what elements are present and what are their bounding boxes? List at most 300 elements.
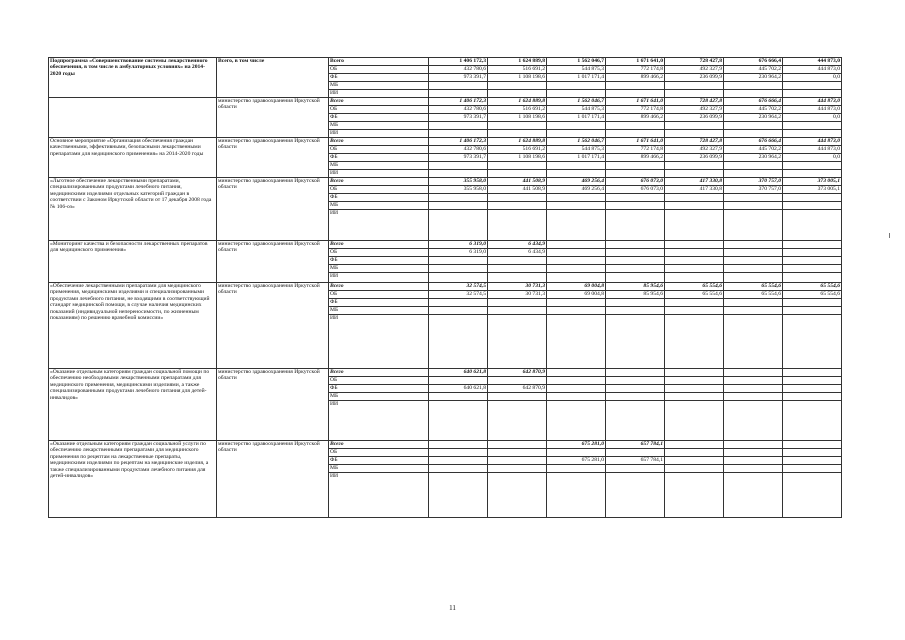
- amount-cell: 469 256,4: [547, 186, 606, 194]
- funding-source: ИИ: [329, 273, 429, 283]
- amount-cell: [783, 170, 842, 178]
- amount-cell: [724, 307, 783, 315]
- amount-cell: [547, 473, 606, 518]
- amount-cell: [665, 210, 724, 241]
- funding-source: МБ: [329, 122, 429, 130]
- amount-cell: [606, 170, 665, 178]
- amount-cell: [783, 241, 842, 249]
- amount-cell: [665, 401, 724, 441]
- page-number: 11: [449, 604, 456, 612]
- amount-cell: [488, 210, 547, 241]
- amount-cell: [724, 273, 783, 283]
- amount-cell: 30 731,3: [488, 291, 547, 299]
- amount-cell: [547, 315, 606, 369]
- amount-cell: 373 005,1: [783, 186, 842, 194]
- amount-cell: 69 004,8: [547, 291, 606, 299]
- amount-cell: [429, 377, 488, 385]
- amount-cell: [488, 82, 547, 90]
- amount-cell: 444 873,0: [783, 58, 842, 66]
- amount-cell: [606, 473, 665, 518]
- amount-cell: [783, 273, 842, 283]
- amount-cell: [783, 401, 842, 441]
- amount-cell: [547, 401, 606, 441]
- amount-cell: 445 702,2: [724, 66, 783, 74]
- amount-cell: [724, 241, 783, 249]
- amount-cell: [665, 257, 724, 265]
- amount-cell: [783, 385, 842, 393]
- amount-cell: [547, 377, 606, 385]
- amount-cell: [429, 162, 488, 170]
- amount-cell: 1 671 641,0: [606, 138, 665, 146]
- amount-cell: [665, 393, 724, 401]
- amount-cell: [724, 377, 783, 385]
- amount-cell: [488, 307, 547, 315]
- amount-cell: 469 256,4: [547, 178, 606, 186]
- amount-cell: [783, 162, 842, 170]
- amount-cell: [429, 315, 488, 369]
- amount-cell: 1 108 198,6: [488, 154, 547, 162]
- program-description: Основное мероприятие «Организация обеспечения граждан качественными, эффективными, безопасными лекарственными препаратами для медицинского применения» на 2014-2020 годы: [49, 138, 217, 178]
- amount-cell: 444 873,0: [783, 106, 842, 114]
- executor: министерство здравоохранения Иркутской области: [217, 98, 329, 138]
- amount-cell: 445 702,2: [724, 146, 783, 154]
- amount-cell: [488, 265, 547, 273]
- amount-cell: 444 873,0: [783, 146, 842, 154]
- funding-source: ОБ: [329, 377, 429, 385]
- amount-cell: [665, 122, 724, 130]
- amount-cell: [606, 202, 665, 210]
- amount-cell: [488, 457, 547, 465]
- amount-cell: 516 691,2: [488, 106, 547, 114]
- amount-cell: [547, 82, 606, 90]
- executor: министерство здравоохранения Иркутской области: [217, 138, 329, 178]
- funding-source: МБ: [329, 307, 429, 315]
- amount-cell: [724, 385, 783, 393]
- amount-cell: [547, 449, 606, 457]
- amount-cell: 772 174,8: [606, 146, 665, 154]
- amount-cell: [606, 465, 665, 473]
- table-body: [49, 58, 842, 518]
- amount-cell: [606, 130, 665, 138]
- amount-cell: [488, 393, 547, 401]
- amount-cell: [488, 401, 547, 441]
- amount-cell: [783, 457, 842, 465]
- funding-source: ФБ: [329, 74, 429, 82]
- program-description: Подпрограмма «Совершенствование системы лекарственного обеспечения, в том числе в амбулаторных условиях» на 2014-2020 годы: [49, 58, 217, 98]
- amount-cell: [429, 441, 488, 449]
- amount-cell: 1 624 889,8: [488, 58, 547, 66]
- funding-source: МБ: [329, 162, 429, 170]
- amount-cell: [724, 82, 783, 90]
- amount-cell: [429, 82, 488, 90]
- amount-cell: [783, 82, 842, 90]
- amount-cell: 85 954,6: [606, 291, 665, 299]
- funding-source: ФБ: [329, 154, 429, 162]
- amount-cell: 516 691,2: [488, 66, 547, 74]
- amount-cell: [547, 393, 606, 401]
- amount-cell: 236 099,9: [665, 74, 724, 82]
- amount-cell: [429, 202, 488, 210]
- amount-cell: [429, 299, 488, 307]
- amount-cell: [783, 122, 842, 130]
- amount-cell: 728 427,8: [665, 98, 724, 106]
- amount-cell: [724, 210, 783, 241]
- amount-cell: 6 434,9: [488, 241, 547, 249]
- amount-cell: [783, 315, 842, 369]
- amount-cell: 973 391,7: [429, 114, 488, 122]
- funding-source: Всего: [329, 98, 429, 106]
- table-row: [49, 178, 842, 186]
- amount-cell: [547, 210, 606, 241]
- amount-cell: 1 671 641,0: [606, 98, 665, 106]
- funding-source: Всего: [329, 369, 429, 377]
- amount-cell: 65 554,6: [783, 283, 842, 291]
- amount-cell: [606, 273, 665, 283]
- amount-cell: 1 108 198,6: [488, 74, 547, 82]
- amount-cell: [665, 273, 724, 283]
- amount-cell: [724, 249, 783, 257]
- funding-source: МБ: [329, 265, 429, 273]
- amount-cell: [724, 130, 783, 138]
- amount-cell: 492 327,9: [665, 146, 724, 154]
- amount-cell: [606, 401, 665, 441]
- amount-cell: [606, 82, 665, 90]
- amount-cell: [429, 257, 488, 265]
- amount-cell: [547, 122, 606, 130]
- amount-cell: [547, 369, 606, 377]
- amount-cell: [606, 265, 665, 273]
- amount-cell: [724, 122, 783, 130]
- amount-cell: [665, 457, 724, 465]
- amount-cell: 32 574,5: [429, 291, 488, 299]
- amount-cell: 65 554,6: [665, 291, 724, 299]
- amount-cell: [665, 130, 724, 138]
- amount-cell: 544 875,3: [547, 66, 606, 74]
- funding-source: ИИ: [329, 90, 429, 98]
- amount-cell: [783, 249, 842, 257]
- amount-cell: 445 702,2: [724, 106, 783, 114]
- amount-cell: 432 780,6: [429, 106, 488, 114]
- executor: министерство здравоохранения Иркутской области: [217, 283, 329, 369]
- amount-cell: [488, 465, 547, 473]
- amount-cell: [783, 307, 842, 315]
- amount-cell: 65 554,6: [724, 283, 783, 291]
- amount-cell: [665, 441, 724, 449]
- amount-cell: [488, 473, 547, 518]
- amount-cell: [665, 90, 724, 98]
- amount-cell: 355 958,0: [429, 178, 488, 186]
- funding-source: МБ: [329, 202, 429, 210]
- funding-source: ОБ: [329, 186, 429, 194]
- program-description: «Обеспечение лекарственными препаратами для медицинского применения, медицинскими изделиями и специализированными продуктами лечебного питания, не входящими в соответствующий стандарт медицинской помощи, в случае наличия медицинских показаний (индивидуальной непереносимости, по жизненным показаниям) по решению врачебной комиссии»: [49, 283, 217, 369]
- amount-cell: [429, 90, 488, 98]
- executor: министерство здравоохранения Иркутской области: [217, 241, 329, 283]
- amount-cell: [547, 249, 606, 257]
- amount-cell: [488, 441, 547, 449]
- amount-cell: 69 004,8: [547, 283, 606, 291]
- amount-cell: 1 406 172,3: [429, 138, 488, 146]
- amount-cell: [606, 249, 665, 257]
- table-row: [49, 241, 842, 249]
- program-description: «Оказание отдельным категориям граждан социальной услуги по обеспечению лекарственными препаратами для медицинского применения по рецептам на лекарственные препараты, медицинскими изделиями по рецептам на медицинские изделия, а также специализированными продуктами лечебного питания для детей-инвалидов»: [49, 441, 217, 518]
- amount-cell: 85 954,6: [606, 283, 665, 291]
- funding-source: ФБ: [329, 457, 429, 465]
- amount-cell: [783, 441, 842, 449]
- amount-cell: 640 621,8: [429, 369, 488, 377]
- amount-cell: 728 427,8: [665, 138, 724, 146]
- amount-cell: [606, 210, 665, 241]
- amount-cell: 1 671 641,0: [606, 58, 665, 66]
- amount-cell: 444 873,0: [783, 66, 842, 74]
- amount-cell: 230 964,2: [724, 74, 783, 82]
- amount-cell: [665, 82, 724, 90]
- amount-cell: 1 017 171,4: [547, 74, 606, 82]
- amount-cell: [429, 273, 488, 283]
- amount-cell: [724, 449, 783, 457]
- amount-cell: [665, 170, 724, 178]
- amount-cell: [429, 465, 488, 473]
- funding-source: ФБ: [329, 257, 429, 265]
- funding-source: ФБ: [329, 385, 429, 393]
- amount-cell: 0,0: [783, 114, 842, 122]
- program-description: «Оказание отдельным категориям граждан социальной помощи по обеспечению необходимыми лекарственными препаратами для медицинского применения, медицинскими изделиями, а также специализированными продуктами лечебного питания для детей-инвалидов»: [49, 369, 217, 441]
- amount-cell: [665, 377, 724, 385]
- amount-cell: [724, 257, 783, 265]
- program-description: [49, 98, 217, 138]
- amount-cell: 728 427,8: [665, 58, 724, 66]
- amount-cell: 676 073,0: [606, 178, 665, 186]
- amount-cell: [783, 393, 842, 401]
- amount-cell: 230 964,2: [724, 154, 783, 162]
- amount-cell: [783, 473, 842, 518]
- amount-cell: 973 391,7: [429, 74, 488, 82]
- funding-source: Всего: [329, 58, 429, 66]
- amount-cell: [547, 273, 606, 283]
- amount-cell: 1 017 171,4: [547, 114, 606, 122]
- amount-cell: [606, 90, 665, 98]
- program-description: «Льготное обеспечение лекарственными препаратами, специализированными продуктами лечебного питания, медицинскими изделиями отдельных категорий граждан в соответствии с Законом Иркутской области от 17 декабря 2008 года № 106-оз»: [49, 178, 217, 241]
- amount-cell: [488, 122, 547, 130]
- amount-cell: [488, 257, 547, 265]
- funding-source: ИИ: [329, 130, 429, 138]
- amount-cell: 0,0: [783, 74, 842, 82]
- amount-cell: 6 434,9: [488, 249, 547, 257]
- amount-cell: [665, 465, 724, 473]
- amount-cell: 492 327,9: [665, 106, 724, 114]
- amount-cell: 230 964,2: [724, 114, 783, 122]
- amount-cell: 30 731,3: [488, 283, 547, 291]
- amount-cell: 65 554,6: [724, 291, 783, 299]
- amount-cell: [665, 249, 724, 257]
- funding-source: ОБ: [329, 249, 429, 257]
- amount-cell: [606, 385, 665, 393]
- funding-source: ИИ: [329, 210, 429, 241]
- table-row: [49, 58, 842, 66]
- executor: министерство здравоохранения Иркутской области: [217, 441, 329, 518]
- amount-cell: 675 281,0: [547, 457, 606, 465]
- funding-source: ИИ: [329, 401, 429, 441]
- funding-source: ФБ: [329, 299, 429, 307]
- amount-cell: [606, 307, 665, 315]
- amount-cell: [488, 315, 547, 369]
- funding-source: ОБ: [329, 106, 429, 114]
- amount-cell: [429, 307, 488, 315]
- amount-cell: [606, 122, 665, 130]
- amount-cell: [724, 465, 783, 473]
- amount-cell: 642 870,9: [488, 385, 547, 393]
- amount-cell: 1 562 046,7: [547, 98, 606, 106]
- amount-cell: [547, 162, 606, 170]
- amount-cell: [783, 90, 842, 98]
- budget-table: [48, 57, 842, 518]
- amount-cell: 516 691,2: [488, 146, 547, 154]
- amount-cell: [429, 265, 488, 273]
- amount-cell: 1 406 172,3: [429, 98, 488, 106]
- amount-cell: [783, 202, 842, 210]
- amount-cell: [783, 377, 842, 385]
- amount-cell: [724, 170, 783, 178]
- amount-cell: [724, 393, 783, 401]
- amount-cell: 417 330,8: [665, 186, 724, 194]
- table-row: [49, 283, 842, 291]
- amount-cell: 370 757,0: [724, 178, 783, 186]
- amount-cell: 1 108 198,6: [488, 114, 547, 122]
- amount-cell: [724, 315, 783, 369]
- amount-cell: 236 099,9: [665, 114, 724, 122]
- amount-cell: [547, 265, 606, 273]
- funding-source: МБ: [329, 465, 429, 473]
- amount-cell: 65 554,6: [783, 291, 842, 299]
- amount-cell: [547, 194, 606, 202]
- amount-cell: [783, 265, 842, 273]
- amount-cell: [724, 441, 783, 449]
- amount-cell: [606, 162, 665, 170]
- table-row: [49, 441, 842, 449]
- amount-cell: 772 174,8: [606, 106, 665, 114]
- amount-cell: [665, 369, 724, 377]
- amount-cell: 676 666,4: [724, 58, 783, 66]
- amount-cell: 899 466,2: [606, 114, 665, 122]
- amount-cell: 772 174,8: [606, 66, 665, 74]
- amount-cell: [488, 194, 547, 202]
- amount-cell: 444 873,0: [783, 138, 842, 146]
- amount-cell: [665, 162, 724, 170]
- amount-cell: 6 319,0: [429, 241, 488, 249]
- amount-cell: [488, 162, 547, 170]
- amount-cell: 432 780,6: [429, 66, 488, 74]
- amount-cell: [547, 130, 606, 138]
- funding-source: Всего: [329, 283, 429, 291]
- amount-cell: [429, 122, 488, 130]
- amount-cell: 370 757,0: [724, 186, 783, 194]
- amount-cell: 1 017 171,4: [547, 154, 606, 162]
- amount-cell: [783, 465, 842, 473]
- amount-cell: 1 406 172,3: [429, 58, 488, 66]
- funding-source: Всего: [329, 441, 429, 449]
- amount-cell: [665, 299, 724, 307]
- amount-cell: 676 666,4: [724, 98, 783, 106]
- amount-cell: [724, 194, 783, 202]
- amount-cell: [606, 241, 665, 249]
- amount-cell: 0,0: [783, 154, 842, 162]
- funding-source: Всего: [329, 178, 429, 186]
- amount-cell: 642 870,9: [488, 369, 547, 377]
- amount-cell: [429, 130, 488, 138]
- amount-cell: [429, 194, 488, 202]
- funding-source: ИИ: [329, 315, 429, 369]
- amount-cell: [665, 265, 724, 273]
- table-row: [49, 138, 842, 146]
- amount-cell: [783, 210, 842, 241]
- funding-source: ОБ: [329, 291, 429, 299]
- amount-cell: 544 875,3: [547, 146, 606, 154]
- amount-cell: [429, 457, 488, 465]
- amount-cell: [488, 170, 547, 178]
- amount-cell: [547, 385, 606, 393]
- amount-cell: 432 780,6: [429, 146, 488, 154]
- amount-cell: 1 624 889,8: [488, 98, 547, 106]
- funding-source: Всего: [329, 138, 429, 146]
- executor: Всего, в том числе: [217, 58, 329, 98]
- amount-cell: 417 330,8: [665, 178, 724, 186]
- amount-cell: [547, 170, 606, 178]
- amount-cell: [488, 130, 547, 138]
- amount-cell: 973 391,7: [429, 154, 488, 162]
- amount-cell: [665, 202, 724, 210]
- amount-cell: [665, 241, 724, 249]
- amount-cell: [606, 393, 665, 401]
- amount-cell: [547, 465, 606, 473]
- amount-cell: [724, 457, 783, 465]
- amount-cell: 1 624 889,8: [488, 138, 547, 146]
- amount-cell: [606, 315, 665, 369]
- amount-cell: [547, 241, 606, 249]
- amount-cell: [606, 299, 665, 307]
- amount-cell: 441 508,9: [488, 186, 547, 194]
- amount-cell: 236 099,9: [665, 154, 724, 162]
- amount-cell: 65 554,6: [665, 283, 724, 291]
- amount-cell: 492 327,9: [665, 66, 724, 74]
- amount-cell: 676 666,4: [724, 138, 783, 146]
- amount-cell: [488, 377, 547, 385]
- funding-source: МБ: [329, 393, 429, 401]
- amount-cell: [665, 449, 724, 457]
- funding-source: Всего: [329, 241, 429, 249]
- funding-source: ФБ: [329, 194, 429, 202]
- amount-cell: [724, 202, 783, 210]
- amount-cell: 899 466,2: [606, 154, 665, 162]
- funding-source: ФБ: [329, 114, 429, 122]
- amount-cell: [783, 369, 842, 377]
- amount-cell: [606, 449, 665, 457]
- amount-cell: 373 005,1: [783, 178, 842, 186]
- amount-cell: [606, 257, 665, 265]
- amount-cell: [429, 210, 488, 241]
- amount-cell: [429, 449, 488, 457]
- amount-cell: 441 508,9: [488, 178, 547, 186]
- amount-cell: [724, 90, 783, 98]
- amount-cell: 544 875,3: [547, 106, 606, 114]
- amount-cell: [547, 90, 606, 98]
- amount-cell: [606, 369, 665, 377]
- funding-source: ОБ: [329, 449, 429, 457]
- amount-cell: [429, 393, 488, 401]
- amount-cell: [429, 170, 488, 178]
- amount-cell: [606, 194, 665, 202]
- amount-cell: [488, 299, 547, 307]
- amount-cell: 899 466,2: [606, 74, 665, 82]
- amount-cell: [665, 473, 724, 518]
